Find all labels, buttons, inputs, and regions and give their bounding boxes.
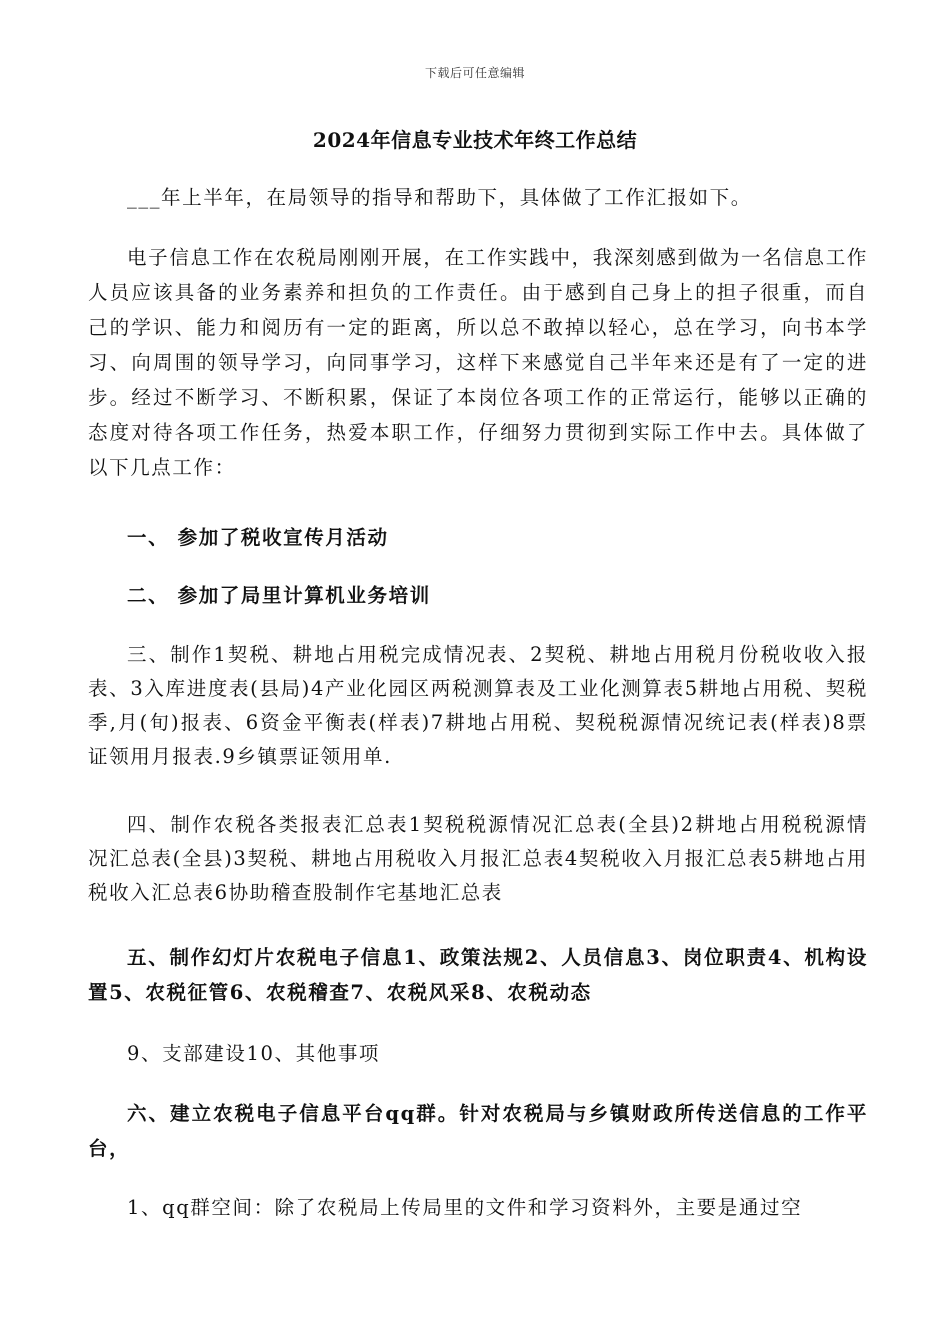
section-3-content: 三、制作1契税、耕地占用税完成情况表、2契税、耕地占用税月份税收收入报表、3入库进度表(县局)4产业化园区两税测算表及工业化测算表5耕地占用税、契税季,月(旬)报表、6资金平衡表(样表)7耕地占用税、契税税源情况统记表(样表)8票证领用月报表.9乡镇票证领用单. [88, 643, 868, 768]
section-5-content: 五、制作幻灯片农税电子信息1、政策法规2、人员信息3、岗位职责4、机构设置5、农税征管6、农税稽查7、农税风采8、农税动态 [88, 946, 868, 1004]
header-note: 下载后可任意编辑 [424, 66, 525, 80]
document-title: 2024年信息专业技术年终工作总结 [312, 128, 638, 152]
section-heading-1: 一、 参加了税收宣传月活动 [127, 526, 389, 549]
section-4-content: 四、制作农税各类报表汇总表1契税税源情况汇总表(全县)2耕地占用税税源情况汇总表(全县)3契税、耕地占用税收入月报汇总表4契税收入月报汇总表5耕地占用税收入汇总表6协助稽查股制作宅基地汇总表 [88, 813, 868, 904]
section-5-continued: 9、支部建设10、其他事项 [127, 1042, 381, 1065]
paragraph-body: 电子信息工作在农税局刚刚开展，在工作实践中，我深刻感到做为一名信息工作人员应该具备的业务素养和担负的工作责任。由于感到自己身上的担子很重，而自己的学识、能力和阅历有一定的距离，所以总不敢掉以轻心，总在学习，向书本学习、向周围的领导学习，向同事学习，这样下来感觉自己半年来还是有了一定的进步。经过不断学习、不断积累，保证了本岗位各项工作的正常运行，能够以正确的态度对待各项工作任务，热爱本职工作，仔细努力贯彻到实际工作中去。具体做了以下几点工作： [88, 246, 868, 479]
paragraph-intro: ___年上半年，在局领导的指导和帮助下，具体做了工作汇报如下。 [127, 186, 752, 209]
section-heading-2: 二、 参加了局里计算机业务培训 [127, 584, 431, 607]
subsection-qq-space: 1、qq群空间：除了农税局上传局里的文件和学习资料外，主要是通过空 [127, 1196, 803, 1219]
section-6-content: 六、建立农税电子信息平台qq群。针对农税局与乡镇财政所传送信息的工作平台， [88, 1102, 868, 1160]
